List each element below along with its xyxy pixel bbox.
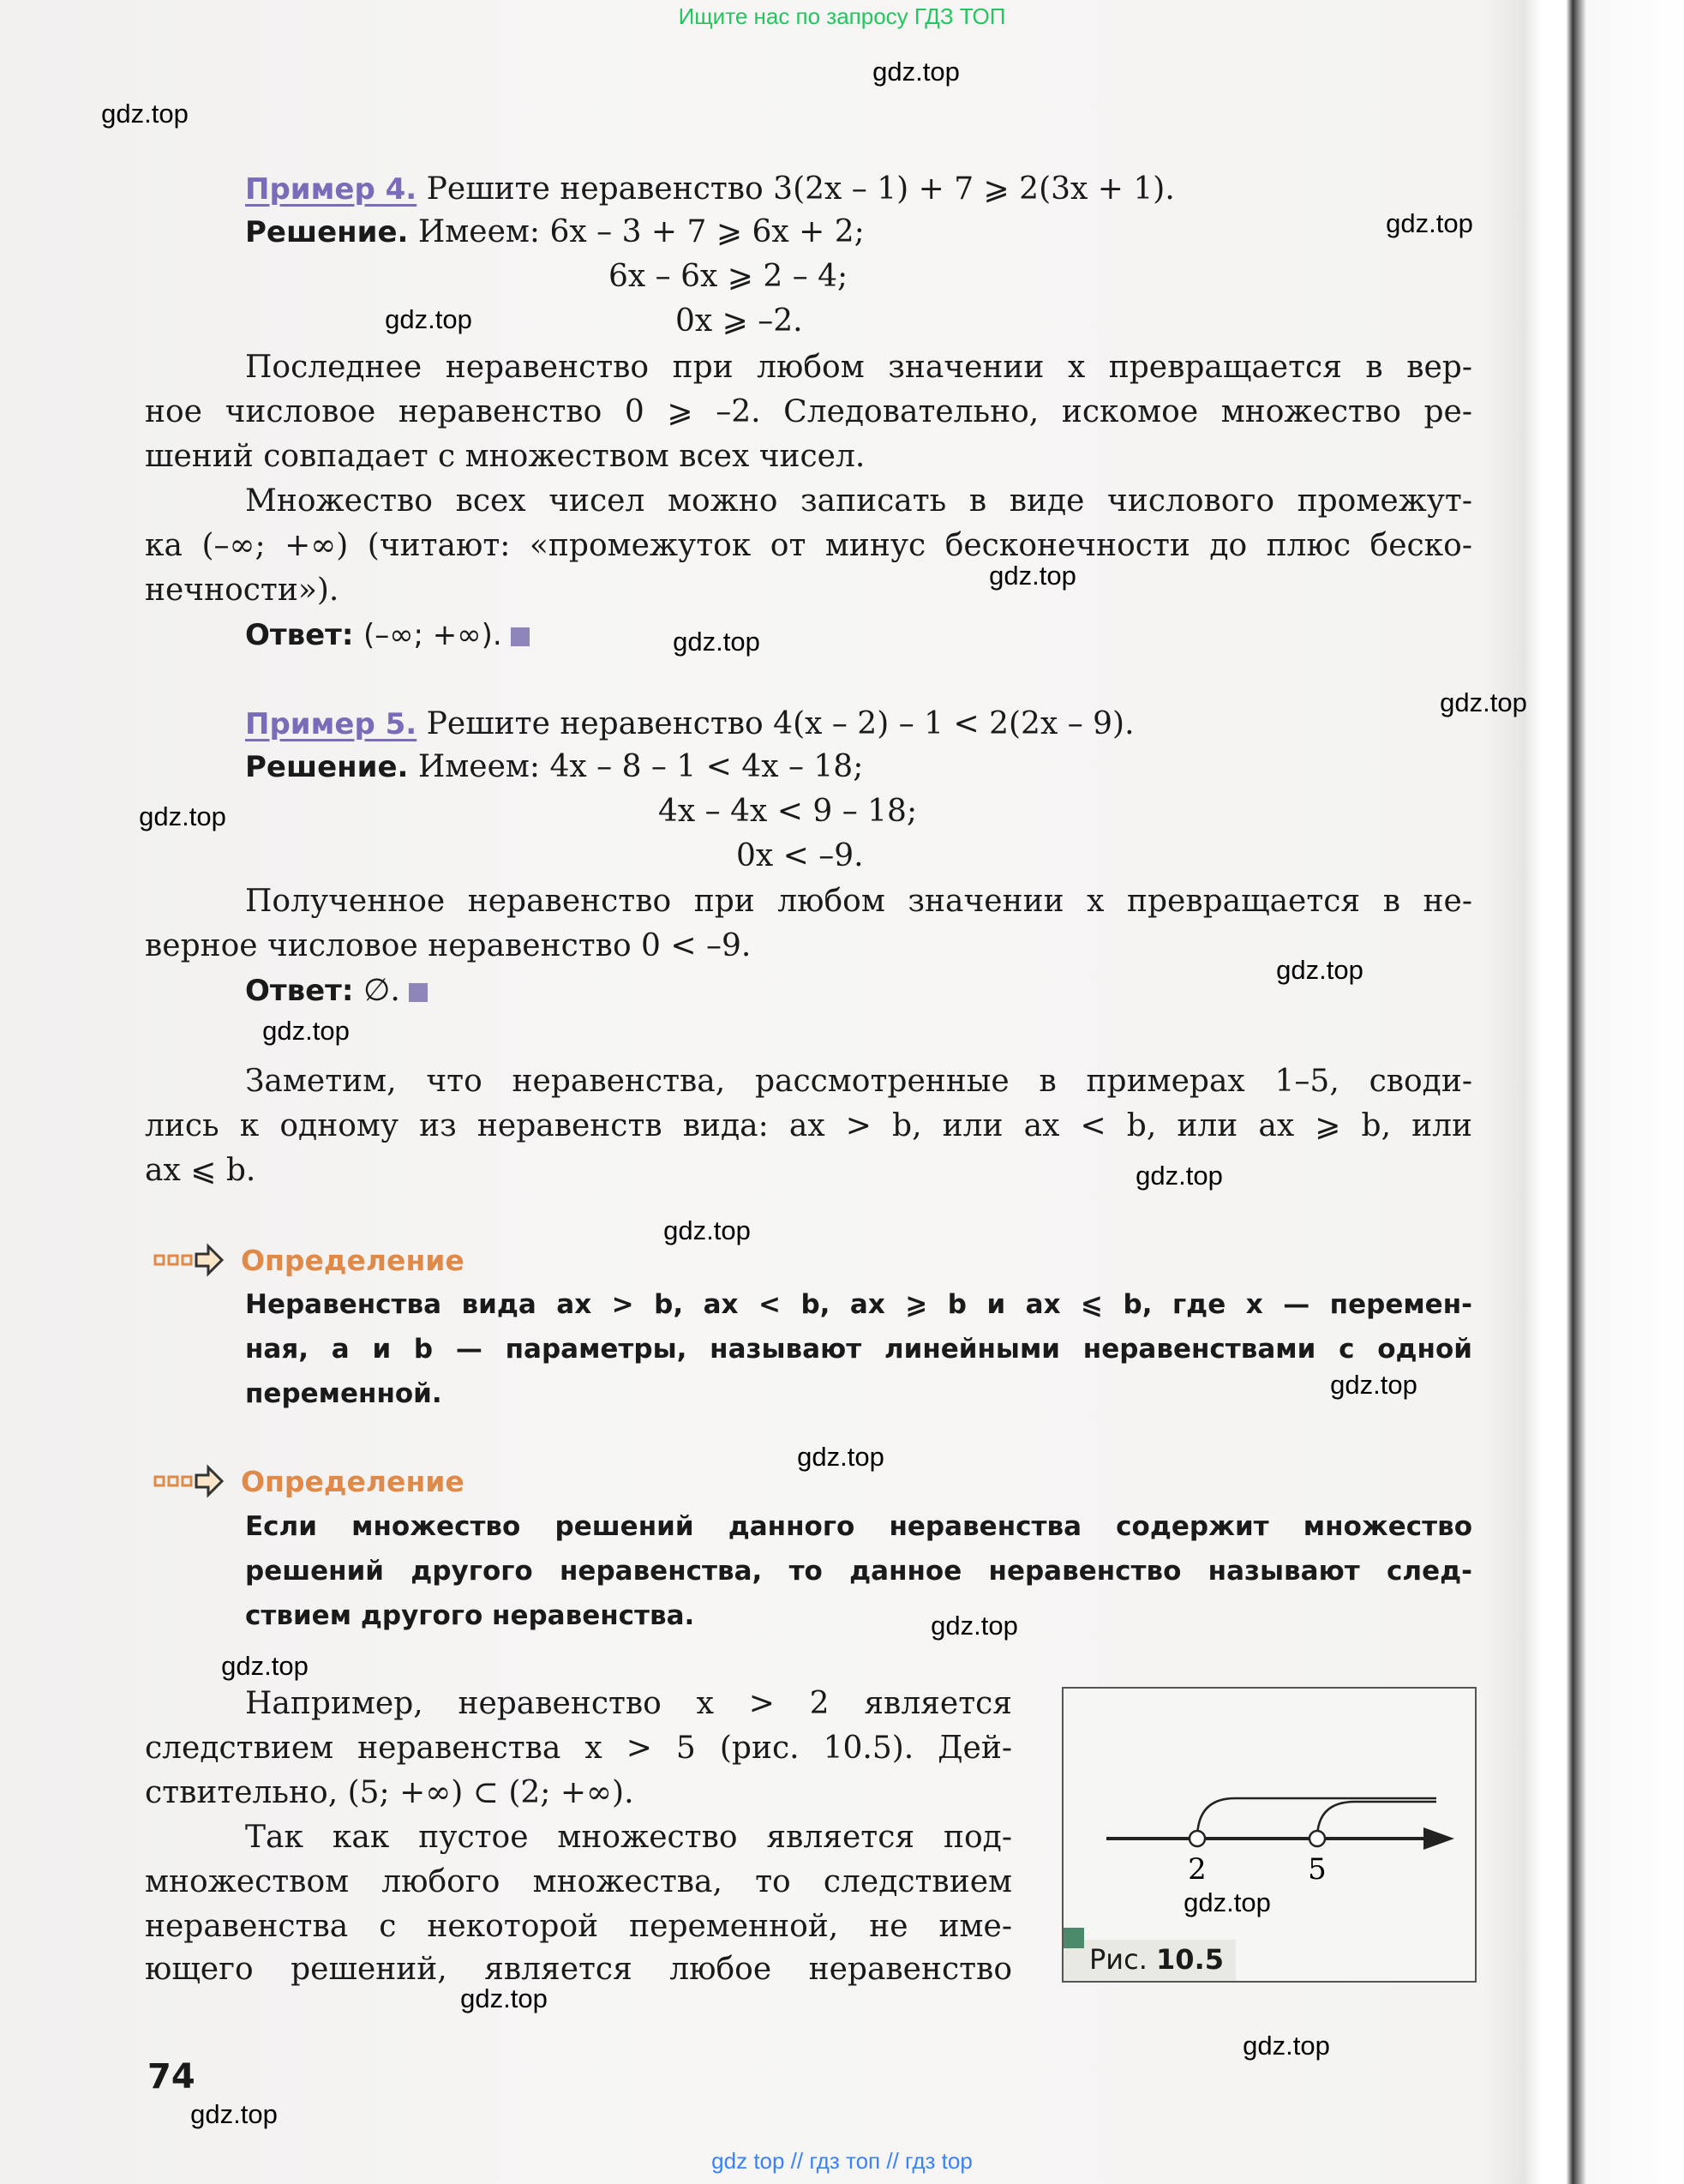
text-line: ное числовое неравенство 0 ⩾ –2. Следовательно, искомое множество ре- (145, 394, 1472, 429)
text-line: множеством любого множества, то следствием (145, 1864, 1012, 1899)
watermark: gdz.top (1136, 1161, 1223, 1191)
watermark: gdz.top (1184, 1887, 1271, 1917)
watermark: gdz.top (460, 1983, 548, 2013)
open-point-5 (1309, 1831, 1325, 1846)
watermark: gdz.top (101, 99, 189, 129)
answer-value: (–∞; +∞). (363, 618, 502, 652)
caption-prefix: Рис. (1089, 1943, 1148, 1976)
text-line: нечности»). (145, 573, 339, 608)
text-line: лись к одному из неравенств вида: ax > b, или ax < b, или ax ⩾ b, или (145, 1108, 1472, 1143)
arrow-right-icon (153, 1464, 224, 1498)
answer-label: Ответ: (245, 618, 354, 652)
caption-number: 10.5 (1156, 1943, 1224, 1976)
promo-banner[interactable]: Ищите нас по запросу ГДЗ ТОП (678, 3, 1006, 29)
watermark: gdz.top (1276, 955, 1363, 985)
example5-task-line (245, 702, 1472, 747)
definition-line: ствием другого неравенства. (245, 1600, 695, 1631)
definition-line: ная, a и b — параметры, называют линейными неравенствами с одной (245, 1334, 1472, 1365)
text-line: неравенства с некоторой переменной, не име- (145, 1909, 1012, 1944)
definition-line: решений другого неравенства, то данное неравенство называют след- (245, 1556, 1472, 1587)
example4-solution-line (245, 210, 1472, 255)
watermark: gdz.top (1440, 687, 1527, 717)
example4-label: Пример 4. (245, 172, 417, 207)
open-point-2 (1190, 1831, 1205, 1846)
example5-step1: Имеем: 4x – 8 – 1 < 4x – 18; (417, 749, 864, 784)
example4-answer (245, 613, 1472, 657)
definition-line: Неравенства вида ax > b, ax < b, ax ⩾ b и ax ⩽ b, где x — перемен- (245, 1289, 1472, 1320)
answer-value: ∅. (363, 973, 400, 1008)
text-line: ка (–∞; +∞) (читают: «промежуток от минус бесконечности до плюс беско- (145, 528, 1472, 563)
solution-label: Решение. (245, 215, 409, 249)
figure-10-5 (1062, 1687, 1477, 1983)
text-line: ax ⩽ b. (145, 1153, 256, 1188)
tick-label-5: 5 (1308, 1852, 1327, 1887)
watermark: gdz.top (872, 57, 960, 87)
figure-caption (1064, 1940, 1236, 1981)
watermark: gdz.top (663, 1215, 751, 1245)
watermark: gdz.top (1243, 2031, 1330, 2061)
example4-step3: 0x ⩾ –2. (675, 303, 803, 339)
number-line-diagram (1064, 1689, 1475, 1981)
text-line: верное числовое неравенство 0 < –9. (145, 928, 752, 963)
example4-step2: 6x – 6x ⩾ 2 – 4; (608, 259, 848, 294)
watermark: gdz.top (1330, 1370, 1417, 1400)
definition-header (153, 1243, 464, 1277)
solution-label: Решение. (245, 750, 409, 784)
text-line: Так как пустое множество является под- (245, 1820, 1012, 1855)
axis-arrow-icon (1423, 1827, 1454, 1850)
watermark: gdz.top (385, 304, 472, 334)
answer-label: Ответ: (245, 974, 354, 1008)
definition-line: Если множество решений данного неравенства содержит множество (245, 1511, 1472, 1542)
arrow-right-icon (153, 1243, 224, 1277)
tick-label-2: 2 (1188, 1852, 1207, 1887)
watermark: gdz.top (797, 1442, 884, 1472)
text-line: ствительно, (5; +∞) ⊂ (2; +∞). (145, 1775, 634, 1810)
text-line: Заметим, что неравенства, рассмотренные в примерах 1–5, своди- (245, 1064, 1472, 1099)
footer-links[interactable]: gdz top // гдз топ // гдз top (711, 2148, 973, 2174)
example5-step2: 4x – 4x < 9 – 18; (658, 794, 918, 829)
watermark: gdz.top (190, 2099, 278, 2129)
example4-task: Решите неравенство 3(2x – 1) + 7 ⩾ 2(3x + 1). (426, 171, 1175, 207)
example4-task-line (245, 167, 1472, 212)
definition-title: Определение (241, 1243, 464, 1277)
interval-arc-5 (1317, 1802, 1436, 1839)
text-line: шений совпадает с множеством всех чисел. (145, 439, 866, 474)
text-line: следствием неравенства x > 5 (рис. 10.5). Дей- (145, 1731, 1012, 1766)
watermark: gdz.top (139, 801, 226, 831)
example5-task: Решите неравенство 4(x – 2) – 1 < 2(2x – 9). (426, 706, 1135, 741)
watermark: gdz.top (931, 1611, 1018, 1641)
example5-solution-line (245, 745, 1472, 789)
caption-marker-icon (1064, 1928, 1084, 1948)
definition-title: Определение (241, 1464, 464, 1498)
watermark: gdz.top (221, 1651, 309, 1681)
definition-line: переменной. (245, 1378, 442, 1409)
text-line: Последнее неравенство при любом значении x превращается в вер- (245, 350, 1472, 385)
example4-step1: Имеем: 6x – 3 + 7 ⩾ 6x + 2; (417, 214, 865, 249)
text-line: Полученное неравенство при любом значении x превращается в не- (245, 884, 1472, 919)
end-of-proof-icon (409, 983, 428, 1002)
example5-label: Пример 5. (245, 707, 417, 741)
text-line: Например, неравенство x > 2 является (245, 1686, 1012, 1721)
watermark: gdz.top (1386, 208, 1473, 238)
example5-step3: 0x < –9. (736, 838, 864, 873)
watermark: gdz.top (673, 627, 760, 657)
text-line: Множество всех чисел можно записать в виде числового промежут- (245, 483, 1472, 519)
definition-header (153, 1464, 464, 1498)
watermark: gdz.top (262, 1016, 350, 1046)
watermark: gdz.top (989, 561, 1076, 591)
page-number: 74 (147, 2057, 195, 2097)
text-line: ющего решений, является любое неравенство (145, 1952, 1012, 1987)
end-of-proof-icon (511, 627, 530, 646)
